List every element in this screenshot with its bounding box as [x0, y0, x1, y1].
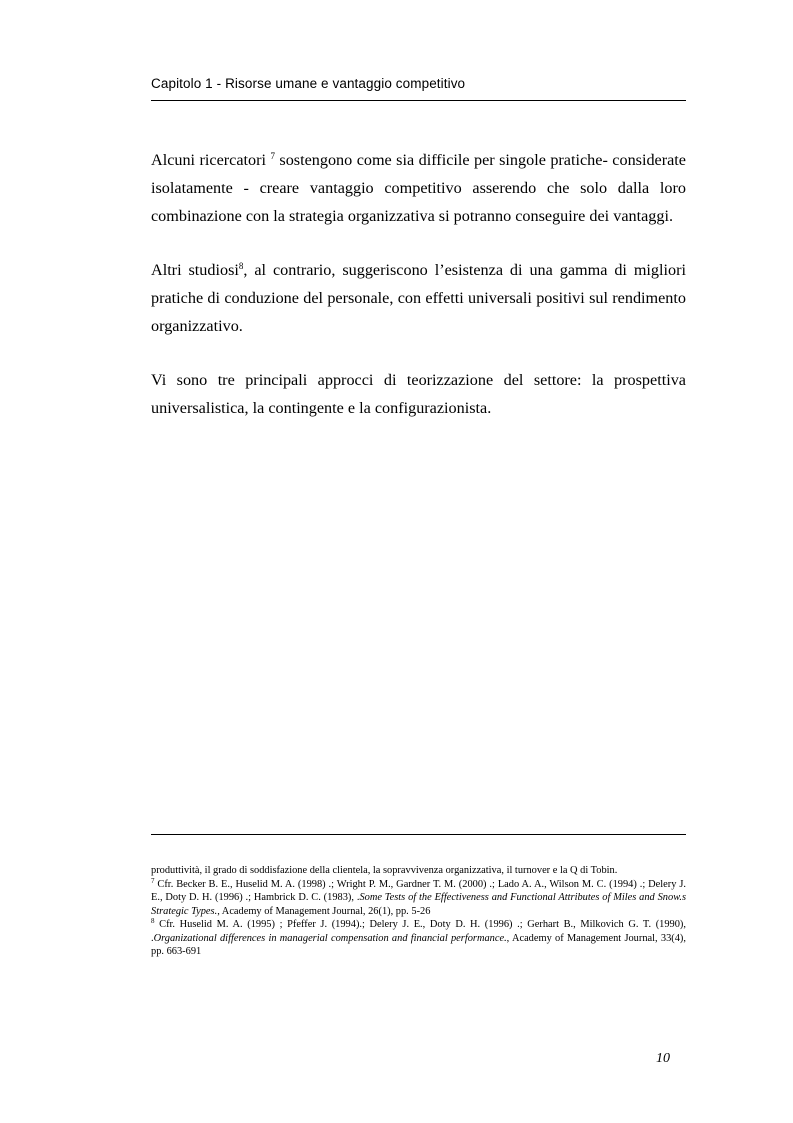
paragraph-2-rest: , al contrario, suggeriscono l’esistenza di una gamma di migliori pratiche di conduzione del personale, con effetti universali positivi sul rendimento organizzativo. — [151, 261, 686, 335]
footnote-7 — [151, 878, 686, 919]
paragraph-1 — [151, 146, 686, 230]
footnote-ref-7[interactable]: 7 — [270, 151, 275, 161]
paragraph-1-rest: sostengono come sia difficile per singole pratiche- considerate isolatamente - creare vantaggio competitivo asserendo che solo dalla loro combinazione con la strategia organizzativa si potranno conseguire dei vantaggi. — [151, 151, 686, 225]
paragraph-1-start: Alcuni ricercatori — [151, 151, 271, 169]
header-divider — [151, 100, 686, 101]
footnote-7-number: 7 — [151, 876, 155, 885]
footnote-7-source: , Academy of Management Journal, 26(1), pp. 5-26 — [217, 905, 431, 917]
footnote-ref-8[interactable]: 8 — [238, 261, 244, 271]
footnote-8 — [151, 918, 686, 959]
footnotes — [151, 864, 686, 959]
running-header: Capitolo 1 - Risorse umane e vantaggio competitivo — [151, 76, 466, 91]
main-text — [151, 146, 686, 448]
paragraph-2 — [151, 256, 686, 340]
page-number: 10 — [656, 1051, 670, 1066]
footnote-divider — [151, 834, 686, 835]
footnote-7-text: Cfr. Becker B. E., Huselid M. A. (1998) .; Wright P. M., Gardner T. M. (2000) .; Lado A. A., Wilson M. C. (1994) .; Delery J. E., Doty D. H. (1996) .; Hambrick D. C. (1983), . — [151, 878, 686, 903]
paragraph-2-start: Altri studiosi — [151, 261, 239, 279]
footnote-8-text: Cfr. Huselid M. A. (1995) ; Pfeffer J. (1994).; Delery J. E., Doty D. H. (1996) .; Gerhart B., Milkovich G. T. (1990), . — [151, 919, 686, 944]
footnote-8-number: 8 — [151, 917, 155, 925]
footnote-8-source: , Academy of Management Journal, 33(4), pp. 663-691 — [151, 932, 686, 957]
footnote-8-title: Organizational differences in managerial compensation and financial performance. — [153, 932, 507, 944]
paragraph-3: Vi sono tre principali approcci di teorizzazione del settore: la prospettiva universalistica, la contingente e la configurazionista. — [151, 371, 686, 417]
footnote-7-title: Some Tests of the Effectiveness and Functional Attributes of Miles and Snow.s Strategic Types. — [151, 892, 686, 917]
footnote-continuation: produttività, il grado di soddisfazione della clientela, la sopravvivenza organizzativa, il turnover e la Q di Tobin. — [151, 865, 618, 876]
